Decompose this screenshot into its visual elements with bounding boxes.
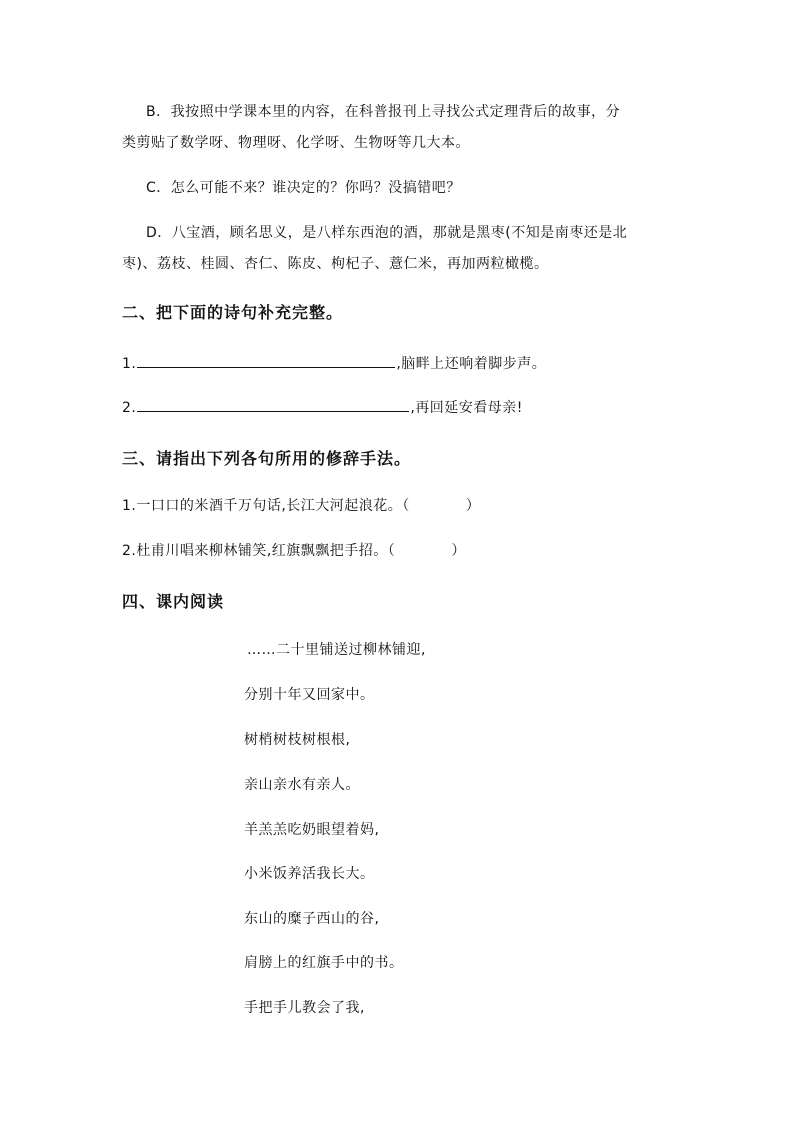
poem-line: 肩膀上的红旗手中的书。 xyxy=(244,955,404,971)
answer-blank[interactable] xyxy=(137,353,395,368)
poem-line: 树梢树枝树根根, xyxy=(244,732,351,748)
section-3-heading: 三、请指出下列各句所用的修辞手法。 xyxy=(122,449,412,468)
question-text: ,再回延安看母亲! xyxy=(410,400,523,416)
question-text: 2.杜甫川唱来柳林铺笑,红旗飘飘把手招。（ xyxy=(122,543,396,559)
poem-line: ……二十里铺送过柳林铺迎, xyxy=(247,642,426,658)
question-number: 1. xyxy=(122,356,137,372)
option-b-line-2: 类剪贴了数学呀、物理呀、化学呀、生物呀等几大本。 xyxy=(122,135,470,151)
section-2-question-2 xyxy=(122,397,523,418)
poem-line: 分别十年又回家中。 xyxy=(244,687,375,703)
option-d-line-2: 枣)、荔枝、桂圆、杏仁、陈皮、枸杞子、薏仁米，再加两粒橄榄。 xyxy=(122,256,549,272)
close-paren: ） xyxy=(465,498,481,514)
question-number: 2. xyxy=(122,400,137,416)
section-3-question-2 xyxy=(122,541,466,561)
option-b-line-1: B．我按照中学课本里的内容，在科普报刊上寻找公式定理背后的故事，分 xyxy=(146,104,621,120)
option-d-line-1: D．八宝酒，顾名思义，是八样东西泡的酒，那就是黑枣(不知是南枣还是北 xyxy=(146,225,628,241)
poem-line: 东山的糜子西山的谷, xyxy=(244,911,380,927)
poem-line: 手把手儿教会了我, xyxy=(244,1000,365,1016)
section-2-heading: 二、把下面的诗句补充完整。 xyxy=(122,303,344,322)
answer-blank[interactable] xyxy=(137,397,409,412)
section-4-heading: 四、课内阅读 xyxy=(122,592,225,611)
option-c-line-1: C．怎么可能不来？谁决定的？你吗？没搞错吧？ xyxy=(146,180,461,196)
question-text: ,脑畔上还响着脚步声。 xyxy=(396,356,547,372)
poem-line: 羊羔羔吃奶眼望着妈, xyxy=(244,822,380,838)
section-2-question-1 xyxy=(122,353,546,374)
poem-line: 亲山亲水有亲人。 xyxy=(244,777,360,793)
close-paren: ） xyxy=(451,543,466,559)
poem-line: 小米饭养活我长大。 xyxy=(244,866,375,882)
question-text: 1.一口口的米酒千万句话,长江大河起浪花。（ xyxy=(122,498,410,514)
section-3-question-1 xyxy=(122,496,480,516)
